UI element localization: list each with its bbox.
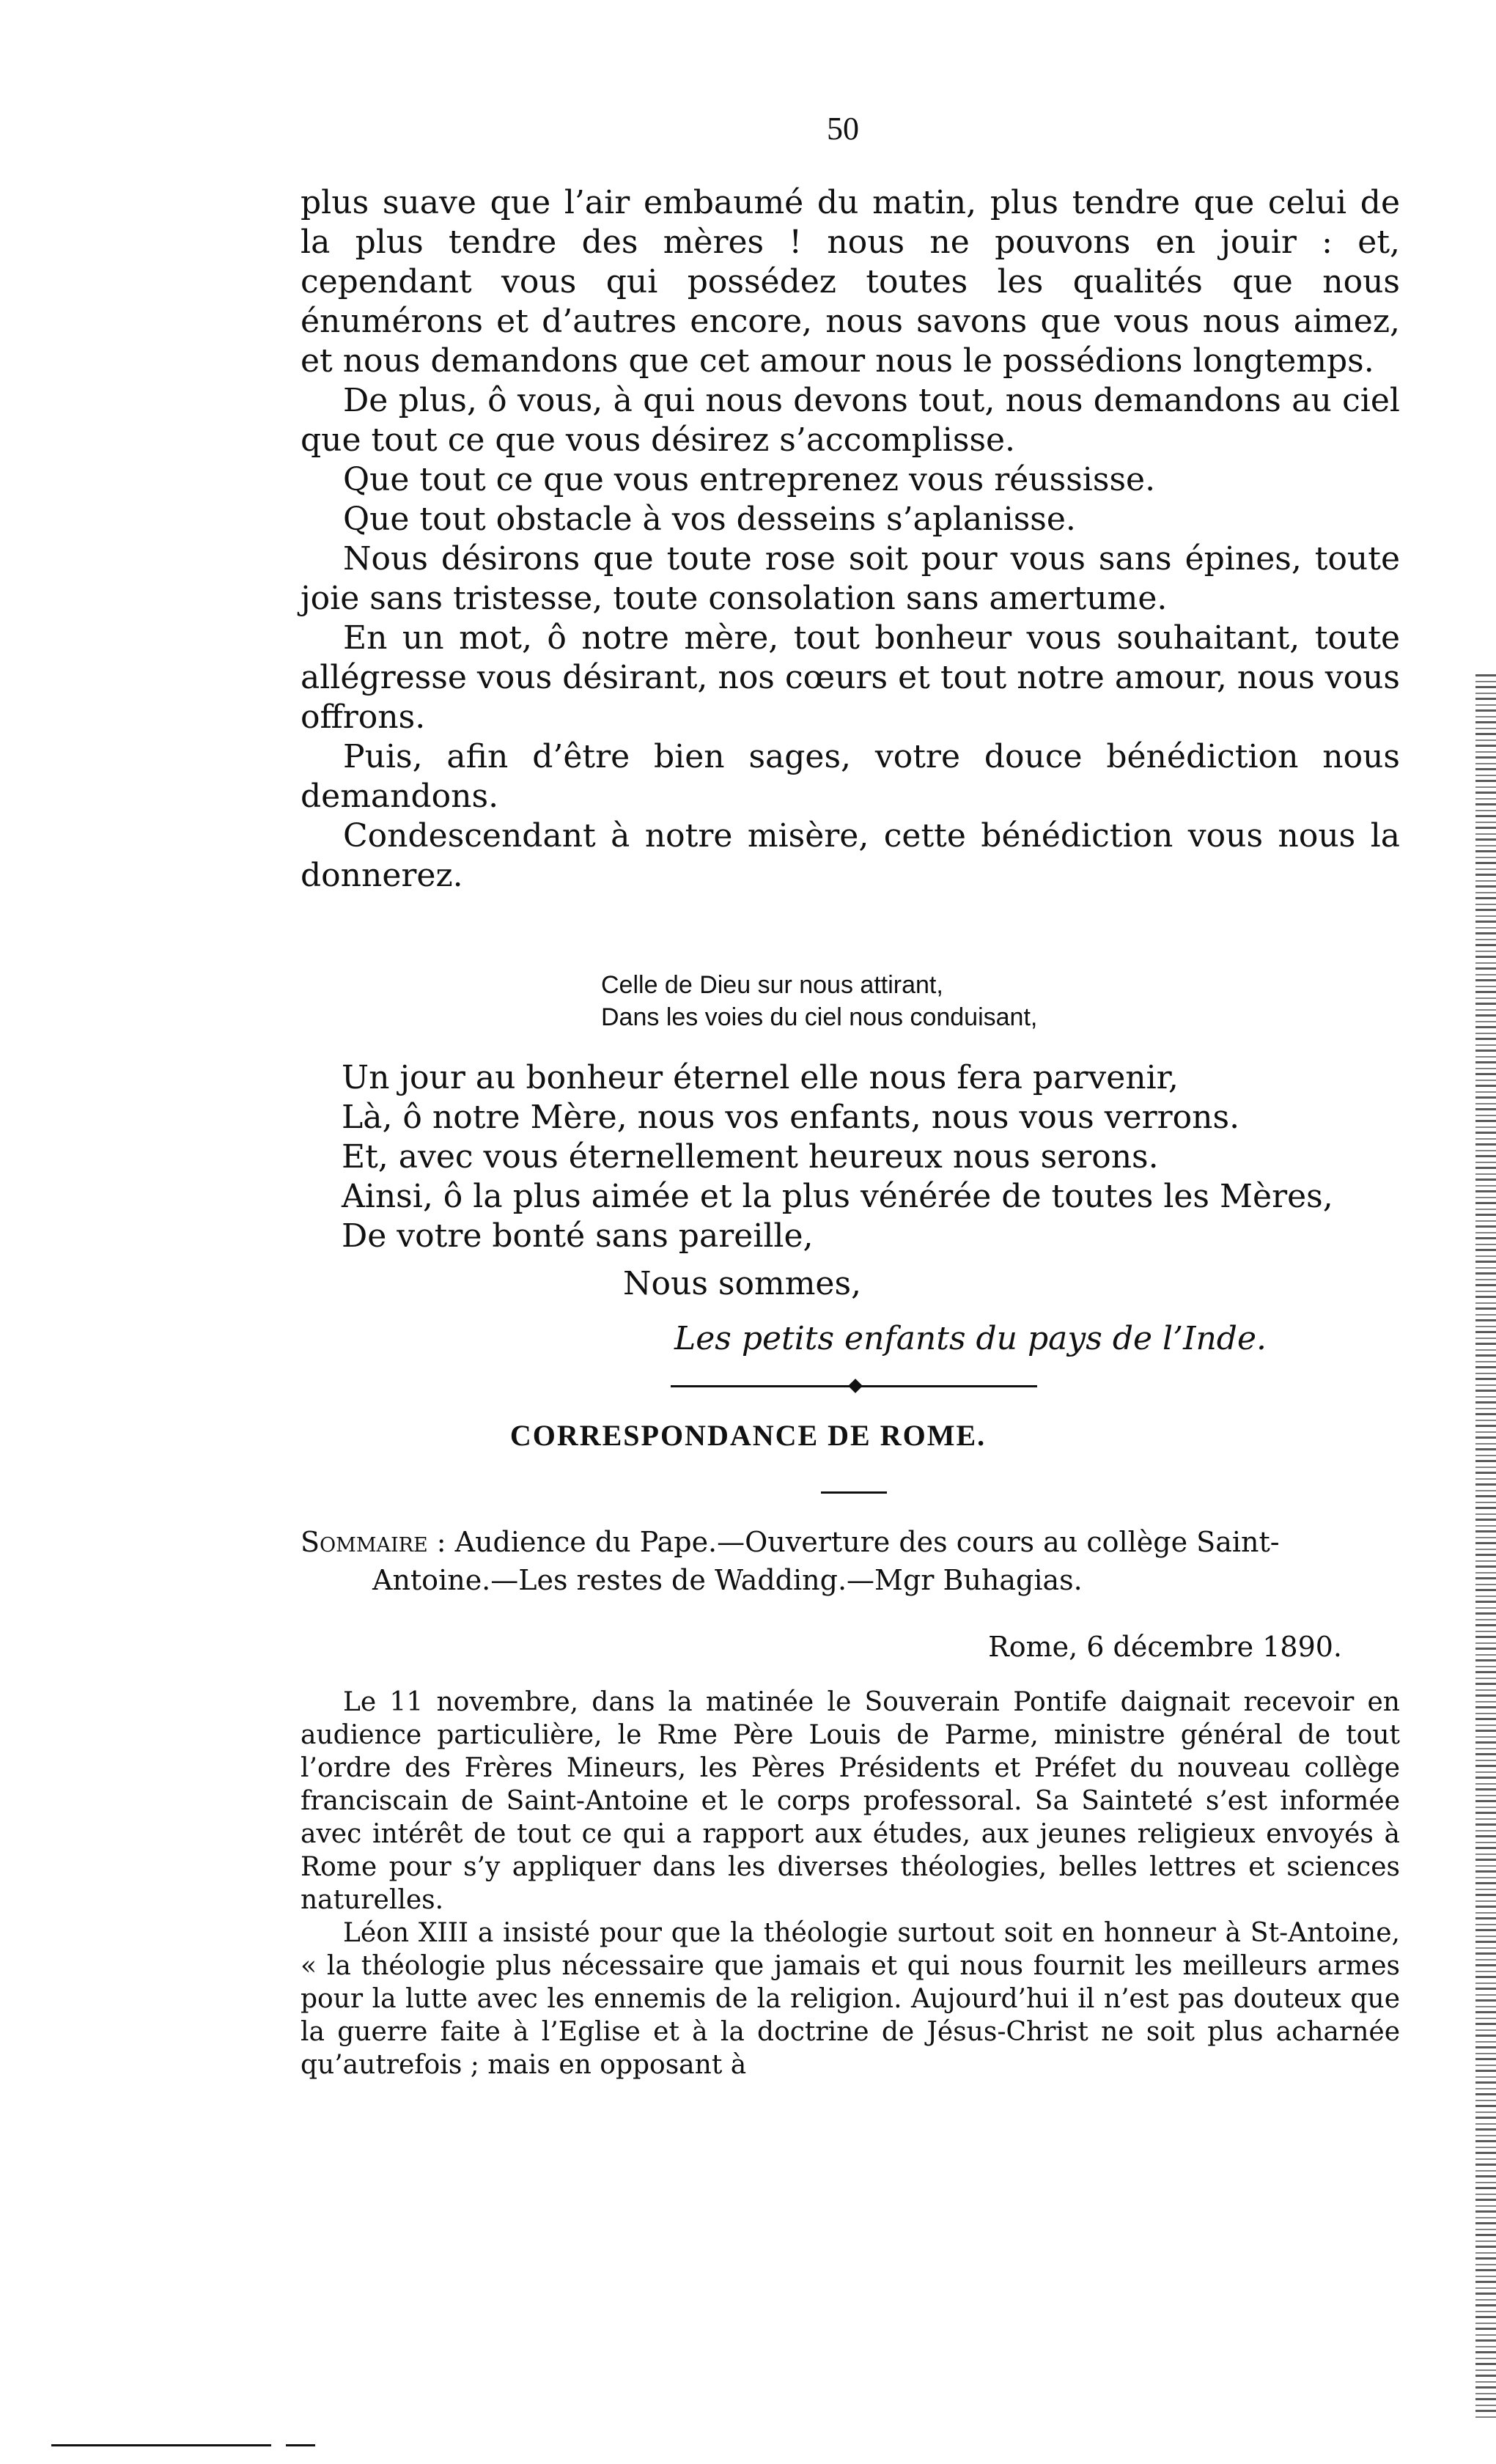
letter-paragraph-2: Léon XIII a insisté pour que la théologie surtout soit en honneur à St-Antoine, « la théologie plus nécessaire que jamais et qui nous fournit les meilleurs armes pour la lutte avec les ennemis de la religion. Aujourd’hui il n’est pas douteux que la guerre faite à l’Eglise et à la doctrine de Jésus-Christ ne soit plus acharnée qu’autrefois ; mais en opposant à bbox=[301, 1918, 1400, 2080]
section-title: CORRESPONDANCE DE ROME. bbox=[509, 1419, 987, 1452]
title-underline bbox=[821, 1491, 887, 1494]
paragraph-1: plus suave que l’air embaumé du matin, plus tendre que celui de la plus tendre des mères ! nous ne pouvons en jouir : et, cependant vous qui possédez toutes les qualités que nous énumérons et d’autres encore, nous savons que vous nous aimez, et nous demandons que cet amour nous le possédions longtemps. bbox=[301, 184, 1400, 380]
signature: Les petits enfants du pays de l’Inde. bbox=[674, 1320, 1267, 1357]
paragraph-8: Condescendant à notre misère, cette bénédiction vous nous la donnerez. bbox=[301, 817, 1400, 894]
dateline: Rome, 6 décembre 1890. bbox=[988, 1631, 1342, 1663]
poem-verse-line: Ainsi, ô la plus aimée et la plus vénérée de toutes les Mères, bbox=[342, 1178, 1333, 1215]
letter-paragraph-1: Le 11 novembre, dans la matinée le Souverain Pontife daignait recevoir en audience particulière, le Rme Père Louis de Parme, ministre général de tout l’ordre des Frères Mineurs, les Pères Présidents et Préfet du nouveau collège franciscain de Saint-Antoine et le corps professoral. Sa Sainteté s’est informée avec intérêt de tout ce qui a rapport aux études, aux jeunes religieux envoyés à Rome pour s’y appliquer dans les diverses théologies, belles lettres et sciences naturelles. bbox=[301, 1687, 1400, 1915]
page-number: 50 bbox=[827, 111, 859, 147]
paragraph-3: Que tout ce que vous entreprenez vous réussisse. bbox=[343, 461, 1156, 498]
summary-label: Sommaire : bbox=[301, 1526, 446, 1558]
scan-edge-artifact bbox=[1475, 674, 1496, 2419]
paragraph-6: En un mot, ô notre mère, tout bonheur vous souhaitant, toute allégresse vous désirant, nos cœurs et tout notre amour, nous vous offrons. bbox=[301, 619, 1400, 736]
poem-verse-line: Là, ô notre Mère, nous vos enfants, nous vous verrons. bbox=[342, 1099, 1240, 1136]
bottom-rule-short bbox=[286, 2444, 315, 2446]
letter-body bbox=[301, 1686, 1400, 2081]
closing-line: Nous sommes, bbox=[623, 1265, 862, 1302]
summary-continuation: Antoine.—Les restes de Wadding.—Mgr Buhagias. bbox=[372, 1564, 1083, 1596]
paragraph-5: Nous désirons que toute rose soit pour vous sans épines, toute joie sans tristesse, toute consolation sans amertume. bbox=[301, 540, 1400, 617]
poem-verse-line: Et, avec vous éternellement heureux nous serons. bbox=[342, 1138, 1159, 1176]
ornament-diamond-icon bbox=[848, 1379, 863, 1393]
paragraph-7: Puis, afin d’être bien sages, votre douce bénédiction nous demandons. bbox=[301, 738, 1400, 815]
poem-small-line: Celle de Dieu sur nous attirant, bbox=[601, 971, 943, 999]
poem-verse-stanza bbox=[342, 1058, 1333, 1256]
bottom-rule bbox=[51, 2444, 271, 2446]
summary-text: Audience du Pape.—Ouverture des cours au collège Saint- bbox=[454, 1526, 1280, 1558]
paragraph-4: Que tout obstacle à vos desseins s’aplanisse. bbox=[343, 501, 1076, 538]
poem-small-line: Dans les voies du ciel nous conduisant, bbox=[601, 1003, 1038, 1031]
paragraph-2: De plus, ô vous, à qui nous devons tout, nous demandons au ciel que tout ce que vous désirez s’accomplisse. bbox=[301, 382, 1400, 459]
opening-text bbox=[301, 183, 1400, 896]
poem-verse-line: De votre bonté sans pareille, bbox=[342, 1217, 814, 1255]
poem-small-stanza bbox=[601, 969, 1037, 1033]
poem-verse-line: Un jour au bonheur éternel elle nous fera parvenir, bbox=[342, 1059, 1179, 1096]
summary bbox=[301, 1523, 1400, 1599]
